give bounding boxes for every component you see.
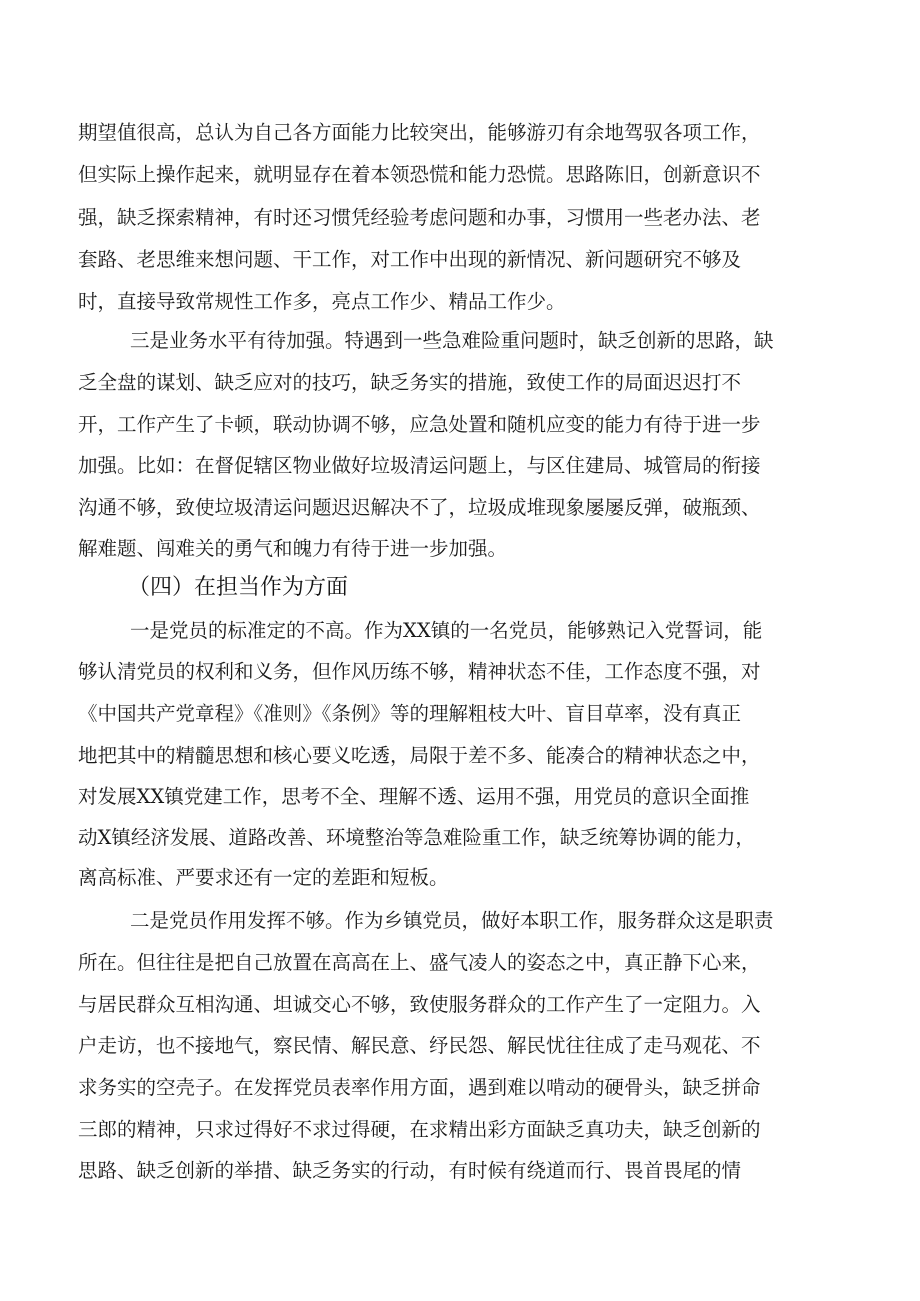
paragraph-line: 乏全盘的谋划、缺乏应对的技巧，缺乏务实的措施，致使工作的局面迟迟打不	[78, 371, 742, 394]
paragraph-line: 强，缺乏探索精神，有时还习惯凭经验考虑问题和办事，习惯用一些老办法、老	[78, 206, 761, 229]
paragraph-line: 《中国共产党章程》《准则》《条例》等的理解粗枝大叶、盲目草率，没有真正	[78, 702, 742, 725]
paragraph-line: 解难题、闯难关的勇气和魄力有待于进一步加强。	[78, 537, 508, 560]
paragraph-line: 三是业务水平有待加强。特遇到一些急难险重问题时，缺乏创新的思路，缺	[130, 329, 774, 352]
paragraph-line: 所在。但往往是把自己放置在高高在上、盛气凌人的姿态之中，真正静下心来，	[78, 951, 761, 974]
paragraph-line: 时，直接导致常规性工作多，亮点工作少、精品工作少。	[78, 290, 566, 313]
paragraph-line: 对发展XX镇党建工作，思考不全、理解不透、运用不强，用党员的意识全面推	[78, 785, 750, 808]
paragraph-line: 离高标准、严要求还有一定的差距和短板。	[78, 866, 449, 889]
paragraph-line: 动X镇经济发展、道路改善、环境整治等急难险重工作，缺乏统筹协调的能力，	[78, 826, 755, 849]
paragraph-line: 够认清党员的权利和义务，但作风历练不够，精神状态不佳，工作态度不强，对	[78, 660, 761, 683]
paragraph-line: 二是党员作用发挥不够。作为乡镇党员，做好本职工作，服务群众这是职责	[130, 909, 774, 932]
paragraph-line: 思路、缺乏创新的举措、缺乏务实的行动，有时候有绕道而行、畏首畏尾的情	[78, 1159, 742, 1182]
paragraph-line: 期望值很高，总认为自己各方面能力比较突出，能够游刃有余地驾驭各项工作，	[78, 121, 761, 144]
paragraph-line: 地把其中的精髓思想和核心要义吃透，局限于差不多、能凑合的精神状态之中，	[78, 744, 761, 767]
paragraph-line: 与居民群众互相沟通、坦诚交心不够，致使服务群众的工作产生了一定阻力。入	[78, 993, 761, 1016]
paragraph-line: 户走访，也不接地气，察民情、解民意、纾民怨、解民忧往往成了走马观花、不	[78, 1034, 761, 1057]
paragraph-line: 求务实的空壳子。在发挥党员表率作用方面，遇到难以啃动的硬骨头，缺乏拼命	[78, 1076, 761, 1099]
paragraph-line: 沟通不够，致使垃圾清运问题迟迟解决不了，垃圾成堆现象屡屡反弹，破瓶颈、	[78, 496, 761, 519]
paragraph-line: 加强。比如：在督促辖区物业做好垃圾清运问题上，与区住建局、城管局的衔接	[78, 454, 761, 477]
paragraph-line: 但实际上操作起来，就明显存在着本领恐慌和能力恐慌。思路陈旧，创新意识不	[78, 163, 761, 186]
paragraph-line: 套路、老思维来想问题、干工作，对工作中出现的新情况、新问题研究不够及	[78, 248, 742, 271]
section-heading: （四）在担当作为方面	[128, 575, 349, 600]
paragraph-line: 三郎的精神，只求过得好不求过得硬，在求精出彩方面缺乏真功夫，缺乏创新的	[78, 1118, 761, 1141]
paragraph-line: 一是党员的标准定的不高。作为XX镇的一名党员，能够熟记入党誓词，能	[130, 619, 763, 642]
paragraph-line: 开，工作产生了卡顿，联动协调不够，应急处置和随机应变的能力有待于进一步	[78, 413, 761, 436]
